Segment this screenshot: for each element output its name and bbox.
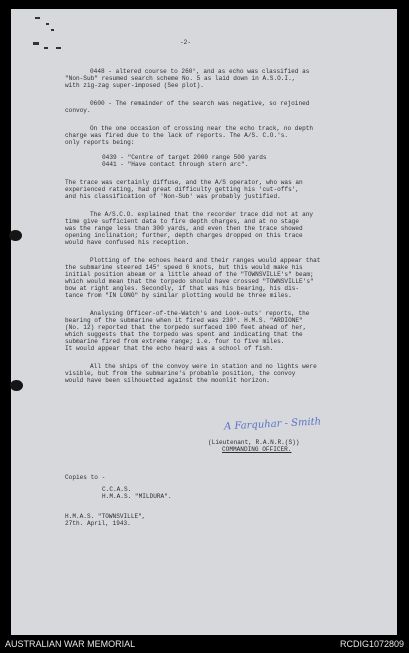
paper-speck	[46, 23, 49, 25]
punch-hole	[9, 230, 22, 241]
archive-reference: RCDIG1072809	[339, 639, 404, 649]
text-line: On the one occasion of crossing near the echo track, no depth	[90, 125, 314, 132]
text-line: experienced rating, had great difficulty getting his 'cut-offs',	[65, 186, 300, 193]
copies-heading: Copies to -	[65, 474, 106, 481]
text-line: bearing of the submarine when it fired was 230°. H.M.S. "ARDIONE"	[65, 317, 303, 324]
text-line: opening inclination; further, depth charges dropped on this trace	[65, 232, 303, 239]
text-line: (No. 12) reported that the torpedo surfaced 100 feet ahead of her,	[65, 324, 307, 331]
document-page	[11, 9, 397, 635]
text-line: The A/S.C.O. explained that the recorder trace did not at any	[90, 211, 314, 218]
text-line: which would mean that the torpedo should have crossed "TOWNSVILLE's"	[65, 278, 314, 285]
punch-hole	[10, 380, 23, 391]
text-line: only reports being:	[65, 139, 135, 146]
paper-speck	[44, 47, 48, 49]
text-line: 0439 - "Centre of target 2000 range 500 yards	[102, 154, 267, 161]
text-line: time give sufficient data to fire depth charges, and at no stage	[65, 218, 300, 225]
text-line: convoy.	[65, 107, 91, 114]
signature: A Farquhar - Smith	[223, 416, 322, 433]
text-line: Plotting of the echoes heard and their ranges would appear that	[90, 257, 321, 264]
text-line: tance from "IN LONG" by similar plotting would be three miles.	[65, 292, 292, 299]
text-line: bow at right angles. Secondly, if that was his bearing, his dis-	[65, 285, 300, 292]
text-line: would have confused his reception.	[65, 239, 190, 246]
text-line: was the range less than 300 yards, and even then the trace showed	[65, 225, 303, 232]
paper-speck	[35, 17, 40, 19]
text-line: 0600 - The remainder of the search was negative, so rejoined	[90, 100, 310, 107]
paper-speck	[33, 42, 39, 45]
paper-speck	[56, 47, 61, 49]
text-line: Analysing Officer-of-the-Watch's and Look-outs' reports, the	[90, 310, 310, 317]
signatory-title: COMMANDING OFFICER.	[222, 446, 292, 453]
text-line: and his classification of 'Non-Sub' was probably justified.	[65, 193, 281, 200]
text-line: It would appear that the echo heard was a school of fish.	[65, 345, 274, 352]
document-date: 27th. April, 1943.	[65, 520, 131, 527]
text-line: charge was fired due to the lack of reports. The A/S. C.O.'s.	[65, 132, 289, 139]
text-line: 0448 - altered course to 260°, and as echo was classified as	[90, 68, 310, 75]
archive-name: AUSTRALIAN WAR MEMORIAL	[5, 639, 136, 649]
archive-footer	[0, 635, 409, 653]
origin-ship: H.M.A.S. "TOWNSVILLE",	[65, 513, 146, 520]
copies-recipient: C.C.A.S.	[102, 486, 132, 493]
text-line: "Non-Sub" resumed search scheme No. 5 as laid down in A.S.O.I.,	[65, 75, 296, 82]
text-line: 0441 - "Have contact through stern arc".	[102, 161, 249, 168]
text-line: the submarine steered 145° speed 6 knots, but this would make his	[65, 264, 303, 271]
text-line: The trace was certainly diffuse, and the A/S operator, who was an	[65, 179, 303, 186]
text-line: All the ships of the convoy were in station and no lights were	[90, 363, 317, 370]
text-line: which suggests that the torpedo was spent and indicating that the	[65, 331, 303, 338]
text-line: initial position abeam or a little ahead of the "TOWNSVILLE's" beam;	[65, 271, 314, 278]
signatory-rank: (Lieutenant, R.A.N.R.(S))	[208, 439, 300, 446]
text-line: would have been silhouetted against the moonlit horizon.	[65, 377, 270, 384]
text-line: submarine fired from extreme range; i.e. four to five miles.	[65, 338, 285, 345]
page-number: -2-	[180, 39, 191, 46]
text-line: visible, but from the submarine's probable position, the convoy	[65, 370, 296, 377]
paper-speck	[51, 29, 54, 31]
copies-recipient: H.M.A.S. "MILDURA".	[102, 493, 172, 500]
text-line: with zig-zag super-imposed (See plot).	[65, 82, 204, 89]
